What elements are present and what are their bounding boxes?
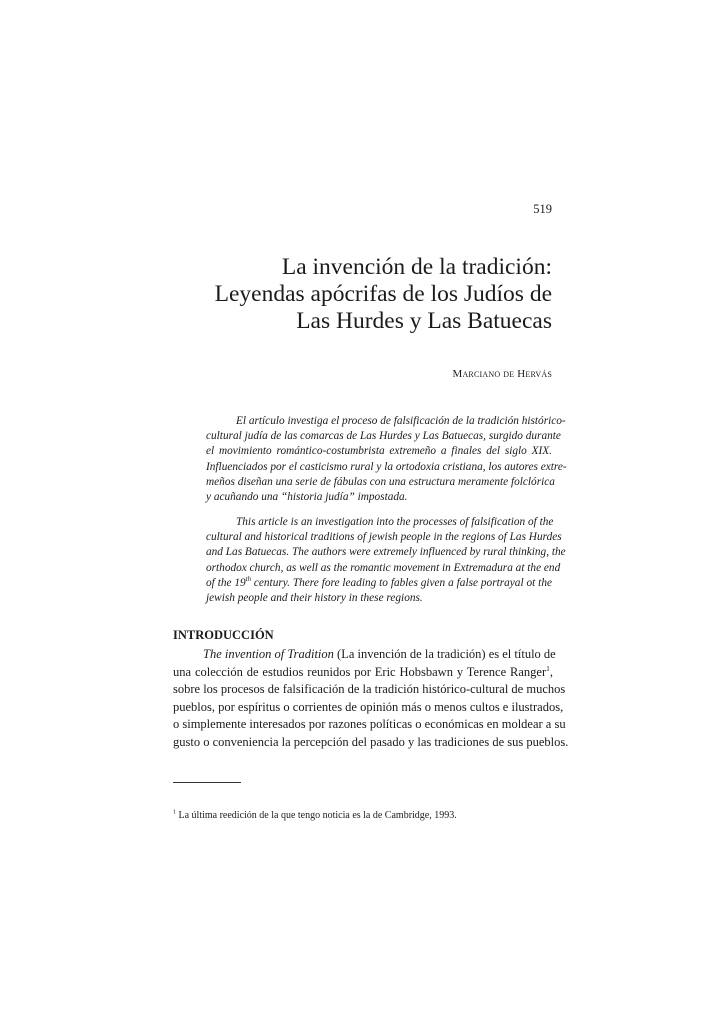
abstract-line: orthodox church, as well as the romantic movement in Extremadura at the end: [206, 561, 561, 574]
article-title: [132, 254, 552, 335]
line-segment: of the 19: [206, 576, 246, 589]
body-line: [173, 664, 553, 682]
title-line: La invención de la tradición:: [281, 254, 552, 280]
abstract-line: cultural judía de las comarcas de Las Hurdes y Las Batuecas, surgido durante: [206, 430, 561, 443]
abstract-line: el movimiento romántico-costumbrista extremeño a finales del siglo XIX.: [206, 445, 552, 458]
body-line: gusto o conveniencia la percepción del pasado y las tradiciones de sus pueblos.: [173, 734, 569, 749]
author-name: Marciano de Hervás: [452, 368, 552, 380]
line-segment: una colección de estudios reunidos por Eric Hobsbawn y Terence Ranger: [173, 664, 547, 679]
abstract-line: El artículo investiga el proceso de falsificación de la tradición histórico-: [236, 415, 566, 427]
page-number: 519: [533, 202, 552, 216]
title-line: Las Hurdes y Las Batuecas: [296, 308, 552, 334]
footnote-reference[interactable]: 1: [546, 663, 550, 673]
footnote-marker: 1: [173, 809, 176, 816]
body-line: o simplemente interesados por razones políticas o económicas en moldear a su: [173, 717, 566, 732]
title-line: Leyendas apócrifas de los Judíos de: [214, 281, 552, 307]
line-segment: (La invención de la tradición) es el título de: [333, 647, 556, 661]
ordinal-superscript: th: [245, 576, 251, 584]
abstract-line: and Las Batuecas. The authors were extremely influenced by rural thinking, the: [206, 546, 566, 559]
footnote-divider: [173, 782, 241, 783]
abstract-line: Influenciados por el casticismo rural y la ortodoxia cristiana, los autores extre-: [206, 460, 567, 473]
abstract-line: meños diseñan una serie de fábulas con una estructura meramente folclórica: [206, 475, 555, 488]
line-segment: ,: [549, 664, 553, 679]
abstract-line: cultural and historical traditions of jewish people in the regions of Las Hurdes: [206, 531, 562, 544]
abstract-spanish: [206, 414, 567, 505]
book-title-italic: The invention of Tradition: [203, 647, 334, 661]
footnote-text: La última reedición de la que tengo noticia es la de Cambridge, 1993.: [178, 810, 457, 821]
abstract-line: jewish people and their history in these regions.: [206, 592, 423, 605]
abstract-line: [206, 576, 552, 591]
body-line: sobre los procesos de falsificación de la tradición histórico-cultural de muchos: [173, 682, 566, 697]
line-segment: century. There fore leading to fables given a false portrayal ot the: [250, 576, 552, 589]
body-paragraph: [173, 646, 569, 752]
body-line: pueblos, por espíritus o corrientes de opinión más o menos cultos e ilustrados,: [173, 699, 564, 714]
footnote: [173, 810, 457, 821]
abstract-english: [206, 515, 566, 606]
body-line: [173, 646, 556, 664]
abstract-line: y acuñando una “historia judía” impostada.: [206, 491, 408, 504]
abstract-line: This article is an investigation into the processes of falsification of the: [236, 516, 554, 528]
section-heading: INTRODUCCIÓN: [173, 628, 274, 642]
